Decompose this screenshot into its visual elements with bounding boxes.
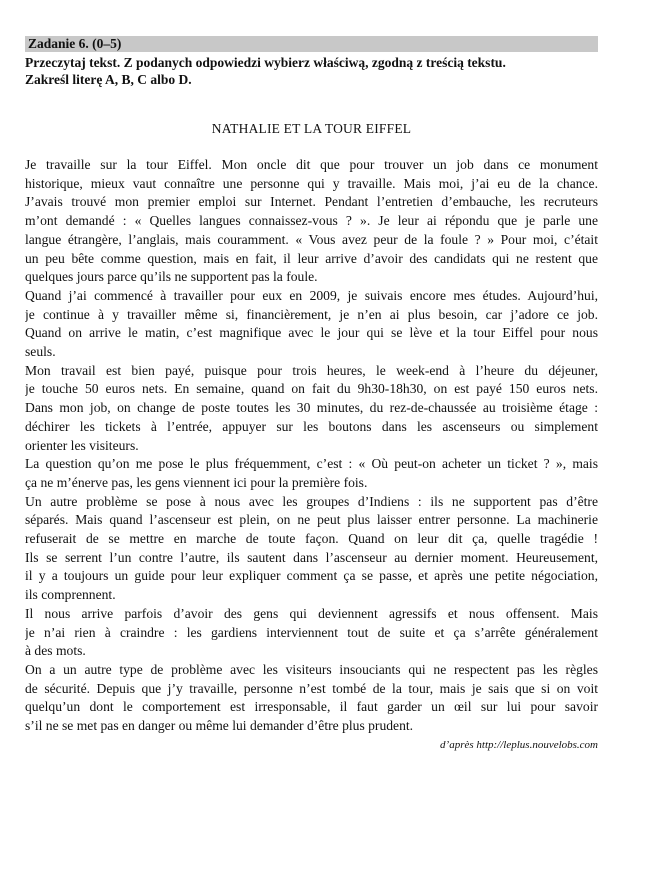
exam-page [25,36,598,752]
task-header: Zadanie 6. (0–5) [25,36,598,52]
text-line: ça ne m’énerve pas, les gens viennent ici pour la première fois. [25,474,368,490]
text-line: Un autre problème se pose à nous avec les groupes d’Indiens : ils ne supportent pas d’être [25,493,598,509]
source-citation: d’après http://leplus.nouvelobs.com [440,738,598,751]
paragraph-1 [25,156,598,287]
text-line: historique, mieux vaut connaître une personne qui y travaille. Mais moi, j’ai eu de la chance. [25,175,598,191]
text-line: Ils se serrent l’un contre l’autre, ils sautent dans l’ascenseur au dernier moment. Heureusement, [25,549,598,565]
text-line: On a un autre type de problème avec les visiteurs insouciants qui ne respectent pas les règles [25,661,598,677]
text-line: langue étrangère, l’anglais, mais couramment. « Vous avez peur de la foule ? » Pour moi, c’était [25,231,598,247]
text-line: m’ont demandé : « Quelles langues connaissez-vous ? ». Je leur ai répondu que je parle une [25,213,598,229]
text-line: Quand on arrive le matin, c’est magnifique avec le jour qui se lève et la tour Eiffel pour nous [25,325,598,341]
text-line: déchirer les tickets à l’entrée, appuyer sur les boutons dans les ascenseurs ou simplement [25,418,598,434]
text-line: je n’ai rien à craindre : les gardiens interviennent tout de suite et ça s’arrête généralement [25,624,598,640]
text-line: Mon travail est bien payé, puisque pour trois heures, le week-end à l’heure du déjeuner, [25,362,598,378]
paragraph-2 [25,287,598,362]
text-line: Quand j’ai commencé à travailler pour eux en 2009, je suivais encore mes études. Aujourd’hui, [25,287,598,303]
paragraph-6 [25,605,598,661]
text-line: La question qu’on me pose le plus fréquemment, c’est : « Où peut-on acheter un ticket ? », mais [25,456,598,472]
text-line: refuserait de se mettre en marche de toute façon. Quand on leur dit ça, quelle tragédie ! [25,531,598,547]
paragraph-4 [25,455,598,492]
text-line: Il nous arrive parfois d’avoir des gens qui deviennent agressifs et nous offensent. Mais [25,605,598,621]
text-line: un peu bête comme question, mais en fait, il leur arrive d’avoir des candidats qui ne restent que [25,250,598,266]
text-line: je continue à y travailler même si, financièrement, je n’en ai plus besoin, car j’adore ce job. [25,306,598,322]
text-line: de sécurité. Depuis que j’y travaille, personne n’est tombé de la tour, mais je sais que si on voit [25,680,598,696]
text-line: seuls. [25,344,56,360]
text-line: s’il ne se met pas en danger ou même lui demander d’être plus prudent. [25,718,414,734]
text-line: Je travaille sur la tour Eiffel. Mon oncle dit que pour trouver un job dans ce monument [25,157,598,172]
instruction-line: Zakreśl literę A, B, C albo D. [25,72,192,87]
text-line: il y a toujours un guide pour leur expliquer comment ça se passe, et après une petite négociation, [25,568,598,584]
text-line: quelques jours parce qu’ils ne supportent pas la foule. [25,269,318,285]
text-line: Dans mon job, on change de poste toutes les 30 minutes, du rez-de-chaussée au troisième étage : [25,400,598,416]
text-line: quelqu’un dont le comportement est irresponsable, il faut garder un œil sur lui pour savoir [25,699,598,715]
text-line: à des mots. [25,643,86,659]
text-line: séparés. Mais quand l’ascenseur est plein, on ne peut plus laisser entrer personne. La machinerie [25,512,598,528]
article-title: NATHALIE ET LA TOUR EIFFEL [211,121,412,136]
paragraph-3 [25,362,598,456]
instruction-line: Przeczytaj tekst. Z podanych odpowiedzi wybierz właściwą, zgodną z treścią tekstu. [25,55,506,70]
text-line: ils comprennent. [25,587,116,603]
text-line: J’avais trouvé mon premier emploi sur Internet. Pendant l’entretien d’embauche, les recruteurs [25,194,598,210]
text-line: orienter les visiteurs. [25,437,139,453]
paragraph-7 [25,661,598,736]
text-line: je touche 50 euros nets. En semaine, quand on fait du 9h30-18h30, on est payé 150 euros nets. [25,381,598,397]
task-instruction [25,54,598,88]
article-body [25,156,598,736]
paragraph-5 [25,493,598,605]
